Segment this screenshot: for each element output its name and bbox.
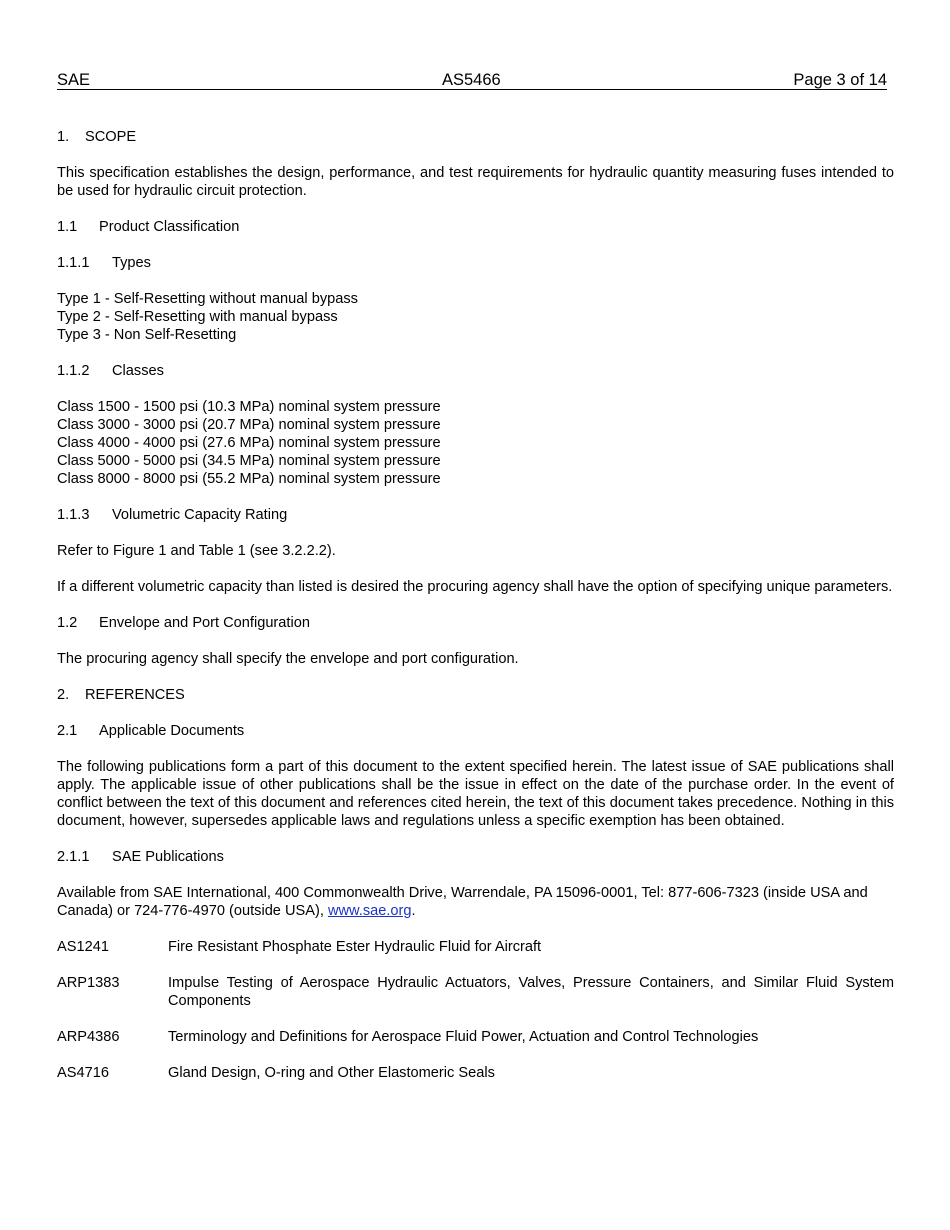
header-page-number: Page 3 of 14: [793, 71, 887, 89]
reference-title: Impulse Testing of Aerospace Hydraulic Actuators, Valves, Pressure Containers, and Similar Fluid System Components: [168, 975, 894, 1009]
reference-code: AS4716: [57, 1065, 109, 1081]
envelope-paragraph: The procuring agency shall specify the envelope and port configuration.: [57, 651, 519, 667]
list-item: Class 4000 - 4000 psi (27.6 MPa) nominal system pressure: [57, 435, 441, 451]
section-heading-1-1: [57, 218, 894, 236]
list-item: Class 1500 - 1500 psi (10.3 MPa) nominal system pressure: [57, 399, 441, 415]
classes-list: [57, 398, 894, 488]
sae-website-link[interactable]: www.sae.org: [327, 903, 412, 919]
section-number: 1.1.2: [57, 363, 90, 379]
section-heading-1: [57, 128, 894, 146]
section-heading-1-1-2: [57, 362, 894, 380]
list-item: Type 2 - Self-Resetting with manual bypass: [57, 309, 338, 325]
reference-item: [57, 974, 894, 1010]
page-header: [57, 70, 887, 90]
capacity-paragraph-2: If a different volumetric capacity than listed is desired the procuring agency shall have the option of specifying unique parameters.: [57, 579, 893, 595]
reference-item: [57, 1064, 894, 1082]
section-title: Classes: [112, 363, 164, 379]
reference-code: AS1241: [57, 939, 109, 955]
section-heading-2-1: [57, 722, 894, 740]
sae-availability-paragraph: [57, 884, 894, 920]
section-number: 1.1: [57, 219, 78, 235]
list-item: Class 5000 - 5000 psi (34.5 MPa) nominal system pressure: [57, 453, 441, 469]
section-heading-1-1-1: [57, 254, 894, 272]
section-heading-1-2: [57, 614, 894, 632]
section-number: 1.1.3: [57, 507, 90, 523]
types-list: [57, 290, 894, 344]
section-title: Applicable Documents: [99, 723, 245, 739]
section-number: 2.1: [57, 723, 78, 739]
section-number: 1.2: [57, 615, 78, 631]
section-title: Envelope and Port Configuration: [99, 615, 310, 631]
availability-text-end: .: [411, 903, 416, 919]
reference-code: ARP1383: [57, 975, 120, 991]
section-heading-1-1-3: [57, 506, 894, 524]
header-doc-number: AS5466: [442, 71, 501, 89]
reference-title: Gland Design, O-ring and Other Elastomeric Seals: [168, 1065, 495, 1081]
list-item: Type 1 - Self-Resetting without manual bypass: [57, 291, 358, 307]
section-title: REFERENCES: [85, 687, 185, 703]
reference-item: [57, 1028, 894, 1046]
section-heading-2-1-1: [57, 848, 894, 866]
section-number: 1.: [57, 129, 70, 145]
section-number: 2.1.1: [57, 849, 90, 865]
scope-paragraph: This specification establishes the design, performance, and test requirements for hydraulic quantity measuring fuses intended to be used for hydraulic circuit protection.: [57, 165, 894, 199]
section-heading-2: [57, 686, 894, 704]
capacity-paragraph-1: Refer to Figure 1 and Table 1 (see 3.2.2.2).: [57, 543, 336, 559]
reference-title: Fire Resistant Phosphate Ester Hydraulic Fluid for Aircraft: [168, 939, 542, 955]
applicable-documents-paragraph: The following publications form a part of this document to the extent specified herein. The latest issue of SAE publications shall apply. The applicable issue of other publications shall be the issue in effect on the date of the purchase order. In the event of conflict between the text of this document and references cited herein, the text of this document takes precedence. Nothing in this document, however, supersedes applicable laws and regulations unless a specific exemption has been obtained.: [57, 759, 894, 829]
reference-code: ARP4386: [57, 1029, 120, 1045]
reference-title: Terminology and Definitions for Aerospace Fluid Power, Actuation and Control Technologies: [168, 1029, 759, 1045]
document-body: [57, 128, 894, 1082]
section-title: SCOPE: [85, 129, 137, 145]
availability-text: Available from SAE International, 400 Commonwealth Drive, Warrendale, PA 15096-0001, Tel: 877-606-7323 (inside USA and Canada) or 724-776-4970 (outside USA),: [57, 885, 868, 919]
section-title: Volumetric Capacity Rating: [112, 507, 288, 523]
list-item: Type 3 - Non Self-Resetting: [57, 327, 237, 343]
list-item: Class 8000 - 8000 psi (55.2 MPa) nominal system pressure: [57, 471, 441, 487]
reference-item: [57, 938, 894, 956]
section-number: 1.1.1: [57, 255, 90, 271]
section-title: SAE Publications: [112, 849, 224, 865]
section-title: Types: [112, 255, 151, 271]
header-org: SAE: [57, 71, 91, 89]
section-title: Product Classification: [99, 219, 240, 235]
list-item: Class 3000 - 3000 psi (20.7 MPa) nominal system pressure: [57, 417, 441, 433]
section-number: 2.: [57, 687, 70, 703]
